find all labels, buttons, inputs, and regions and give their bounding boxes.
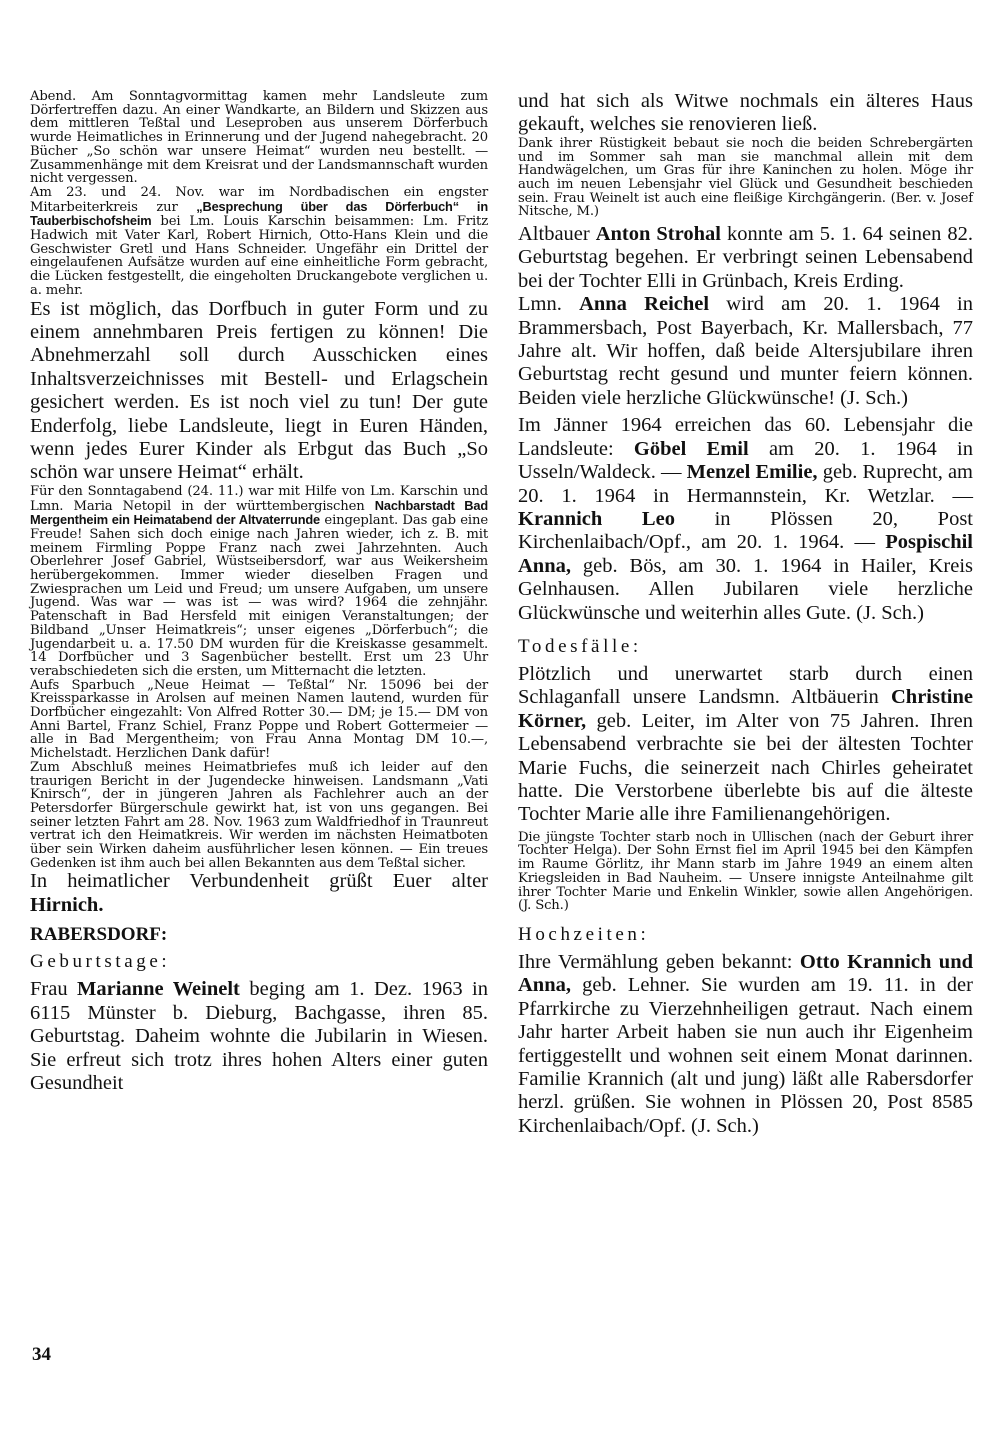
paragraph-besprechung [30,186,488,298]
paragraph-sparbuch: Aufs Sparbuch „Neue Heimat — Teßtal“ Nr. 15096 bei der Kreissparkasse in Arolsen auf meinen Namen lautend, wurden für Dorfbücher eingezahlt: Von Alfred Rotter 30.— DM; je 15.— DM von Anni Bartel, Franz Schiel, Franz Poppe und Robert Gottermeier — alle in Bad Mergentheim; von Frau Anna Montag DM 10.—, Michelstadt. Herzlichen Dank dafür! [30,677,488,762]
paragraph-koerner [518,663,973,827]
person-name: Pospischil Anna, [518,531,973,577]
text-run: konnte am 5. 1. 64 seinen 82. Geburtstag begehen. Er verbringt seinen Lebensabend bei der Tochter Elli in Grünbach, Kreis Erding. [518,223,973,292]
text-run: beging am 1. Dez. 1963 in 6115 Münster b. Dieburg, Bachgasse, ihren 85. Geburtstag. Daheim wohnte die Jubilarin in Wiesen. Sie erfreut sich trotz ihres hohen Alters einer guten Gesundheit [30,978,488,1094]
paragraph-weinelt-ruestigkeit: Dank ihrer Rüstigkeit bebaut sie noch die beiden Schrebergärten und im Sommer sah man sie manchmal allein mit dem Handwägelchen, um Gras für ihre Kaninchen zu holen. Möge ihr auch im neuen Lebensjahr viel Glück und Gesundheit beschieden sein. Frau Weinelt ist auch eine fleißige Kirchgängerin. (Ber. v. Josef Nitsche, M.) [518,135,973,220]
text-run: In heimatlicher Verbundenheit grüßt Euer alter [30,870,488,893]
text-run: wird am 20. 1. 1964 in Brammersbach, Post Bayerbach, Kr. Mallersbach, 77 Jahre alt. Wir hoffen, daß beide Altersjubilare ihren Geburtstag recht gesund und munter feiern können. Beiden viele herzliche Glückwünsche! (J. Sch.) [518,293,974,409]
paragraph-heimatabend [30,485,488,679]
subheading-birthdays: Geburtstage: [30,951,171,973]
right-column [518,90,973,1138]
bold-run: „Besprechung über das Dörferbuch“ in Tauberbischofsheim [30,198,489,229]
text-run: Im Jänner 1964 erreichen das 60. Lebensjahr die Landsleute: [518,414,973,460]
left-column [30,90,488,1095]
text-run: eingeplant. Das gab eine Freude! Sahen sich doch einige nach Jahren wieder, ich z. B. mit meinem Firmling Poppe Franz nach zwei Jahrzehnten. Auch Oberlehrer Josef Gabriel, Wüstseibersdorf, war aus Weikersheim herübergekommen. Immer wieder dieselben Fragen und Zwiesprachen um Leid und Freud; um unsere Aufgaben, um unsere Jugend. Was war — was ist — was wird? 1964 die zehnjähr. Patenschaft in Bad Hersfeld mit einigen Veranstaltungen; der Bildband „Unser Heimatkreis“; unser eigenes „Dörferbuch“; die Jugendarbeit u. a. 17.50 DM wurden für die Kreiskasse gesammelt. 14 Dorfbücher und 3 Sagenbücher bestellt. Erst um 23 Uhr verabschiedeten sich die ersten, um Mitternacht die letzten. [30,513,488,679]
paragraph-signoff [30,870,488,917]
person-name: Anton Strohal [595,223,721,246]
text-run: geb. Bös, am 30. 1. 1964 in Hailer, Kreis Gelnhausen. Allen Jubilaren viele herzliche Glückwünsche und weiterhin alles Gute. (J. Sch.) [518,554,973,624]
text-run: Ihre Vermählung geben bekannt: [518,951,800,973]
person-name: Göbel Emil [633,437,749,460]
text-run: am 20. 1. 1964 in Usseln/Waldeck. — [518,437,973,484]
text-run: geb. Ruprecht, am 20. 1. 1964 in Hermannstein, Kr. Wetzlar. — [518,461,974,507]
paragraph-dorfbuch-appeal: Es ist möglich, das Dorfbuch in guter Form und zu einem annehmbaren Preis fertigen zu können! Die Abnehmerzahl soll durch Ausschicken eines Inhaltsverzeichnisses mit Bestell- und Erlagschein gesichert werden. Es ist noch viel zu tun! Der gute Enderfolg, liebe Landsleute, liegt in Euren Händen, wenn jedes Eurer Kinder als Erbgut das Buch „So schön war unsere Heimat“ erhält. [30,297,488,484]
person-name: Krannich Leo [518,507,675,530]
text-run: Frau [30,978,78,1001]
subheading-weddings: Hochzeiten: [518,924,650,945]
section-heading-rabersdorf: RABERSDORF: [30,924,168,946]
bold-run: Nachbarstadt Bad Mergentheim ein Heimatabend der Altvaterrunde [30,497,488,528]
paragraph-weinelt-cont: und hat sich als Witwe nochmals ein älteres Haus gekauft, welches sie renovieren ließ. [518,90,973,136]
paragraph-strohal [518,223,973,293]
person-name: Christine Körner, [518,686,973,732]
person-name: Marianne Weinelt [77,978,240,1001]
text-run: in Plössen 20, Post Kirchenlaibach/Opf., am 20. 1. 1964. — [518,507,973,554]
paragraph-koerner-family: Die jüngste Tochter starb noch in Ullischen (nach der Geburt ihrer Tochter Helga). Der Sohn Ernst fiel im April 1945 bei den Kämpfen im Raume Görlitz, ihr Mann starb im Jahre 1949 an einem alten Kriegsleiden in Bad Nauheim. — Unsere innigste Anteilnahme gilt ihrer Tochter Marie und Enkelin Winkler, sowie allen Angehörigen. (J. Sch.) [518,829,973,914]
person-name: Anna Reichel [579,293,710,316]
person-name: Otto Krannich und Anna, [518,951,973,997]
paragraph-weinelt [30,978,488,1095]
paragraph-doerfertreffen: Abend. Am Sonntagvormittag kamen mehr Landsleute zum Dörfertreffen dazu. An einer Wandkarte, an Bildern und Skizzen aus dem mittleren Teßtal und Leseproben aus unserem Dörferbuch wurde Heimatliches in Erinnerung und der Jugend nahegebracht. 20 Bücher „So schön war unsere Heimat“ wurden neu bestellt. — Zusammenhänge mit dem Kreisrat und der Landsmannschaft wurden nicht vergessen. [30,89,488,187]
text-run: Für den Sonntagabend (24. 11.) war mit Hilfe von Lm. Karschin und Lmn. Maria Netopil in der württembergischen [30,483,488,514]
text-run: Am 23. und 24. Nov. war im Nordbadischen ein engster Mitarbeiterkreis zur [30,184,488,215]
text-run: geb. Lehner. Sie wurden am 19. 11. in der Pfarrkirche zu Vierzehnheiligen getraut. Nach einem Jahr harter Arbeit haben sie nun auch ihr Eigenheim fertiggestellt und wohnen seit einem Monat darinnen. Familie Krannich (alt und jung) läßt alle Rabersdorfer herzl. grüßen. Sie wohnen in Plössen 20, Post 8585 Kirchenlaibach/Opf. (J. Sch.) [518,974,973,1137]
text-run: Lmn. [518,293,580,316]
text-run: Altbauer [518,223,596,246]
signature-name: Hirnich. [30,893,104,916]
paragraph-abschluss: Zum Abschluß meines Heimatbriefes muß ich leider auf den traurigen Bericht in der Jugendecke hinweisen. Landsmann „Vati Knirsch“, der in jüngeren Jahren als Fachlehrer auch an der Petersdorfer Bürgerschule gewirkt hat, ist von uns gegangen. Bei seiner letzten Fahrt am 28. Nov. 1963 zum Waldfriedhof in Traunreut vertrat ich den Heimatkreis. Wir werden im nächsten Heimatboten über sein Wirken daheim ausführlicher lesen können. — Ein treues Gedenken ist ihm auch bei allen Bekannten aus dem Teßtal sicher. [30,759,488,871]
paragraph-krannich-wedding [518,951,973,1138]
subheading-deaths: Todesfälle: [518,635,642,657]
page-number: 34 [32,1344,51,1365]
text-run: geb. Leiter, im Alter von 75 Jahren. Ihren Lebensabend verbrachte sie bei der ältesten Tochter Marie Fuchs, die seinerzeit nach Chirles geheiratet hatte. Die Verstorbene überlebte bis auf die älteste Tochter Marie alle ihre Familienangehörigen. [518,709,973,826]
person-name: Menzel Emilie, [686,461,818,484]
paragraph-jubilare-60 [518,414,973,625]
text-run: bei Lm. Louis Karschin beisammen: Lm. Fritz Hadwich mit Vater Karl, Robert Hirnich, Otto-Hans Klein und die Geschwister Gretl und Hans Schneider. Ungefähr ein Drittel der eingelaufenen Aufsätze wurden auf eine einheitliche Form gebracht, die Lücken festgestellt, die eingeholten Druckangebote verglichen u. a. mehr. [30,214,488,298]
paragraph-reichel [518,293,973,410]
text-run: Plötzlich und unerwartet starb durch einen Schlaganfall unsere Landsmn. Altbäuerin [518,662,973,709]
